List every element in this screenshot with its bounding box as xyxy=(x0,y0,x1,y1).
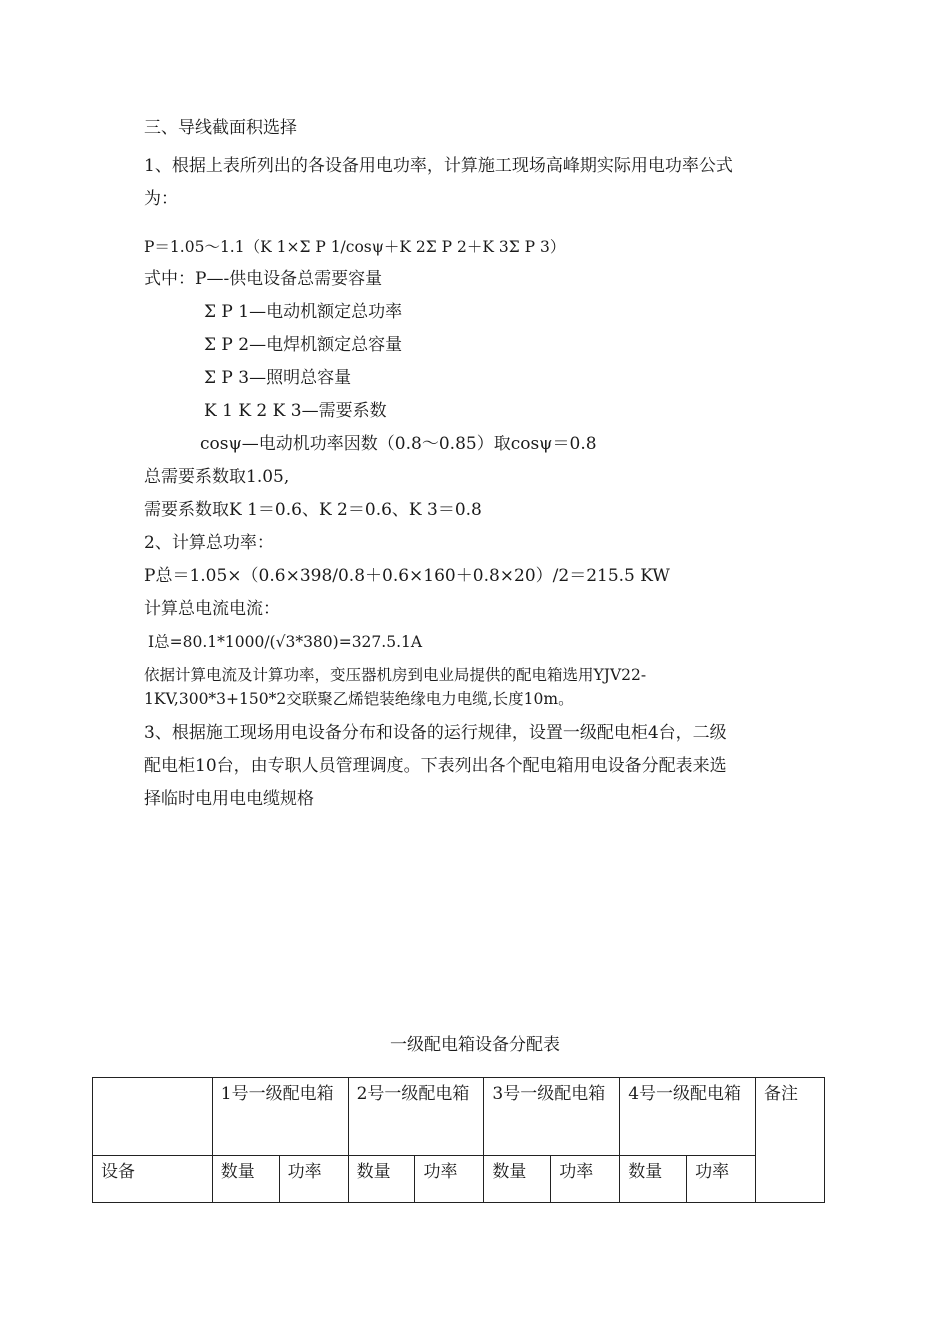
total-coefficient: 总需要系数取1.05, xyxy=(144,467,290,487)
box-2-power-header: 功率 xyxy=(415,1156,484,1203)
definition-cos: cosψ—电动机功率因数（0.8～0.85）取cosψ＝0.8 xyxy=(200,434,597,454)
table-header-row xyxy=(93,1078,825,1156)
formula: P＝1.05～1.1（K 1×Σ P 1/cosψ＋K 2Σ P 2＋K 3Σ P 3） xyxy=(144,238,566,256)
table-corner-cell xyxy=(93,1078,213,1156)
definition-k: K 1 K 2 K 3—需要系数 xyxy=(204,401,387,421)
definition-p2: Σ P 2—电焊机额定总容量 xyxy=(204,335,403,355)
box-1-qty-header: 数量 xyxy=(212,1156,279,1203)
calc-power: P总＝1.05×（0.6×398/0.8＋0.6×160＋0.8×20）/2＝215.5 KW xyxy=(144,566,670,586)
box-4-power-header: 功率 xyxy=(687,1156,756,1203)
where-label: 式中：P—-供电设备总需要容量 xyxy=(144,269,383,289)
calc-current: I总=80.1*1000/(√3*380)=327.5.1A xyxy=(148,633,423,651)
definition-p3: Σ P 3—照明总容量 xyxy=(204,368,352,388)
box-2-qty-header: 数量 xyxy=(348,1156,415,1203)
remark-header: 备注 xyxy=(756,1078,825,1203)
box-3-qty-header: 数量 xyxy=(484,1156,551,1203)
table-title: 一级配电箱设备分配表 xyxy=(390,1035,560,1055)
box-3-power-header: 功率 xyxy=(551,1156,620,1203)
paragraph-1-line-1: 1、根据上表所列出的各设备用电功率，计算施工现场高峰期实际用电功率公式 xyxy=(144,156,733,176)
box-2-header: 2号一级配电箱 xyxy=(348,1078,484,1156)
box-4-header: 4号一级配电箱 xyxy=(620,1078,756,1156)
box-1-header: 1号一级配电箱 xyxy=(212,1078,348,1156)
cable-line-1: 依据计算电流及计算功率，变压器机房到电业局提供的配电箱选用YJV22- xyxy=(144,666,647,684)
paragraph-3-line-1: 3、根据施工现场用电设备分布和设备的运行规律，设置一级配电柜4台，二级 xyxy=(144,723,727,743)
paragraph-3-line-2: 配电柜10台，由专职人员管理调度。下表列出各个配电箱用电设备分配表来选 xyxy=(144,756,727,776)
definition-p1: Σ P 1—电动机额定总功率 xyxy=(204,302,403,322)
calc-power-title: 2、计算总功率： xyxy=(144,533,274,553)
paragraph-3-line-3: 择临时电用电电缆规格 xyxy=(144,789,314,809)
table-subheader-row xyxy=(93,1156,825,1203)
section-title: 三、导线截面积选择 xyxy=(144,118,297,138)
equipment-header: 设备 xyxy=(93,1156,213,1203)
cable-line-2: 1KV,300*3+150*2交联聚乙烯铠装绝缘电力电缆,长度10m。 xyxy=(144,690,574,708)
paragraph-1-line-2: 为： xyxy=(144,189,178,209)
box-3-header: 3号一级配电箱 xyxy=(484,1078,620,1156)
box-4-qty-header: 数量 xyxy=(620,1156,687,1203)
need-coefficient: 需要系数取K 1＝0.6、K 2＝0.6、K 3＝0.8 xyxy=(144,500,482,520)
distribution-table xyxy=(92,1077,825,1203)
calc-current-title: 计算总电流电流： xyxy=(144,599,280,619)
box-1-power-header: 功率 xyxy=(279,1156,348,1203)
